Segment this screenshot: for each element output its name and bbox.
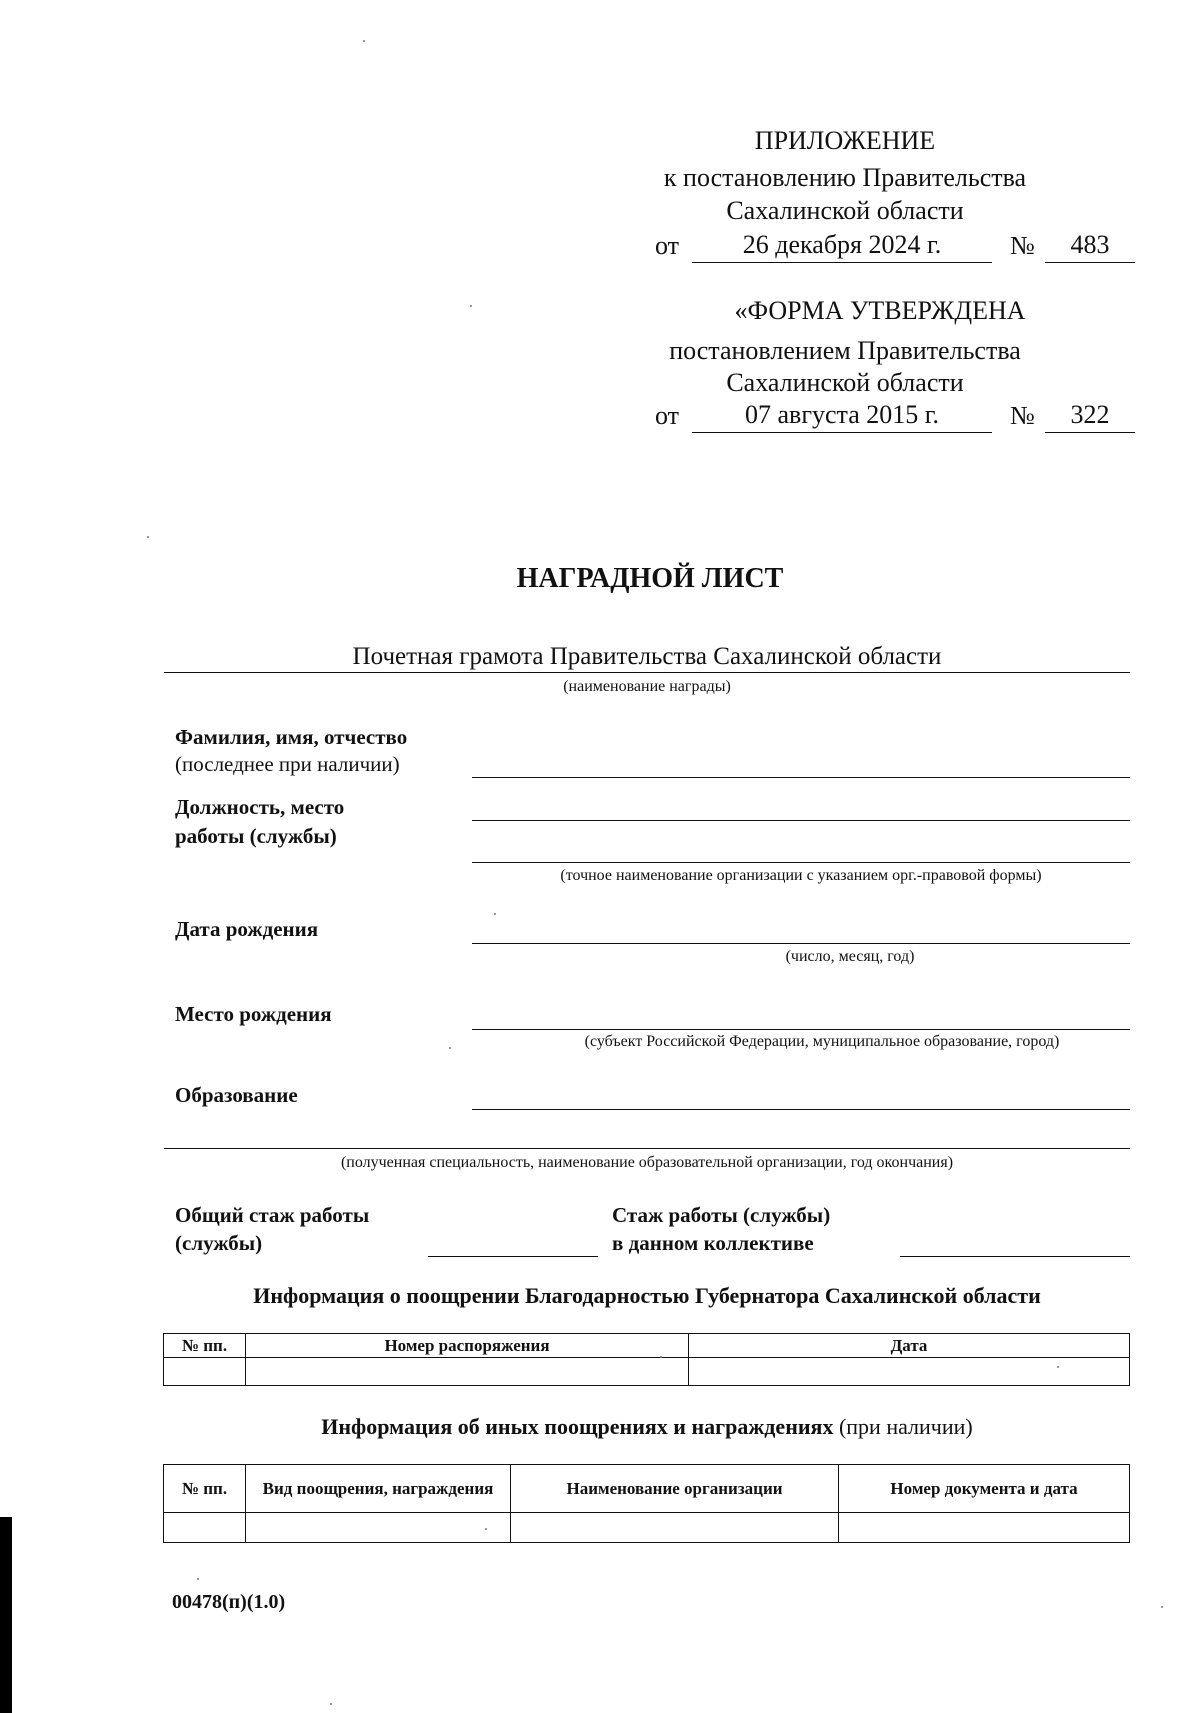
position-input-line-1[interactable] [472, 820, 1130, 821]
scan-speck [660, 1356, 662, 1358]
appendix-date: 26 декабря 2024 г. [742, 230, 942, 259]
table-cell[interactable] [689, 1358, 1130, 1386]
document-code: 00478(п)(1.0) [172, 1591, 286, 1613]
education-input-line-2[interactable] [164, 1148, 1130, 1149]
fio-input-line[interactable] [472, 777, 1130, 778]
gratitude-section-title: Информация о поощрении Благодарностью Губернатора Сахалинской области [253, 1283, 1041, 1308]
form-date-from-label: от [655, 401, 680, 430]
birthplace-hint: (субъект Российской Федерации, муниципальное образование, город) [584, 1033, 1060, 1050]
birthplace-label: Место рождения [175, 1002, 332, 1026]
other-awards-table [163, 1464, 1130, 1543]
other-col-doc-number-date: Номер документа и дата [839, 1465, 1130, 1513]
education-hint: (полученная специальность, наименование образовательной организации, год окончания) [340, 1154, 954, 1171]
form-line-1: постановлением Правительства [669, 336, 1021, 365]
scan-speck [330, 1703, 332, 1705]
table-cell[interactable] [164, 1513, 246, 1543]
other-col-number: № пп. [164, 1465, 246, 1513]
fio-label: Фамилия, имя, отчество [175, 725, 408, 749]
birthplace-input-line[interactable] [472, 1029, 1130, 1030]
appendix-line-1: к постановлению Правительства [663, 163, 1027, 192]
scan-speck [197, 1578, 199, 1580]
appendix-title: ПРИЛОЖЕНИЕ [754, 126, 936, 155]
other-col-award-type: Вид поощрения, награждения [246, 1465, 511, 1513]
gratitude-col-number: № пп. [164, 1334, 246, 1358]
team-experience-label-2: в данном коллективе [612, 1231, 814, 1255]
scan-speck [470, 305, 472, 307]
other-col-organization: Наименование организации [511, 1465, 839, 1513]
scan-speck [449, 1047, 451, 1049]
position-input-line-2[interactable] [472, 862, 1130, 863]
form-number-underline [1045, 432, 1135, 433]
gratitude-table [163, 1333, 1130, 1386]
date-from-label: от [655, 231, 680, 260]
position-label-2: работы (службы) [175, 824, 337, 848]
fio-sublabel: (последнее при наличии) [175, 752, 400, 776]
number-underline [1045, 262, 1135, 263]
other-awards-table-header [164, 1465, 1130, 1513]
form-number-label: № [1010, 401, 1035, 430]
gratitude-col-date: Дата [689, 1334, 1130, 1358]
award-name: Почетная грамота Правительства Сахалинской области [352, 643, 942, 670]
birthdate-label: Дата рождения [175, 917, 319, 941]
award-hint: (наименование награды) [563, 678, 731, 695]
table-cell[interactable] [246, 1358, 689, 1386]
scan-speck [485, 1528, 487, 1530]
form-line-2: Сахалинской области [726, 368, 964, 397]
birthdate-input-line[interactable] [472, 943, 1130, 944]
scan-speck [363, 40, 365, 42]
total-experience-label-2: (службы) [175, 1231, 263, 1255]
team-experience-input-line[interactable] [900, 1256, 1130, 1257]
other-section-title [164, 1414, 1130, 1440]
form-date: 07 августа 2015 г. [745, 400, 939, 429]
total-experience-input-line[interactable] [428, 1256, 598, 1257]
number-label: № [1010, 231, 1035, 260]
other-section-title-note: (при наличии) [838, 1414, 973, 1439]
scan-speck [494, 913, 496, 915]
scan-edge-bar [0, 1517, 12, 1713]
scan-speck [1057, 1366, 1059, 1368]
education-label: Образование [175, 1083, 298, 1107]
position-label-1: Должность, место [175, 795, 345, 819]
form-approved-title: «ФОРМА УТВЕРЖДЕНА [734, 296, 1026, 325]
gratitude-col-order-number: Номер распоряжения [246, 1334, 689, 1358]
gratitude-table-header [164, 1334, 1130, 1358]
table-cell[interactable] [246, 1513, 511, 1543]
birthdate-hint: (число, месяц, год) [785, 948, 915, 965]
appendix-line-2: Сахалинской области [726, 196, 964, 225]
appendix-number: 483 [1070, 230, 1110, 259]
form-date-underline [692, 432, 992, 433]
education-input-line-1[interactable] [472, 1109, 1130, 1110]
other-section-title-bold: Информация об иных поощрениях и награждениях [321, 1414, 834, 1439]
scan-speck [147, 536, 149, 538]
table-cell[interactable] [511, 1513, 839, 1543]
table-cell[interactable] [164, 1358, 246, 1386]
scan-speck [1161, 1606, 1163, 1608]
table-row [164, 1513, 1130, 1543]
table-cell[interactable] [839, 1513, 1130, 1543]
date-underline [692, 262, 992, 263]
form-number: 322 [1070, 400, 1110, 429]
total-experience-label-1: Общий стаж работы [175, 1203, 370, 1227]
award-underline [164, 672, 1130, 673]
position-hint: (точное наименование организации с указанием орг.-правовой формы) [560, 867, 1042, 884]
team-experience-label-1: Стаж работы (службы) [612, 1203, 831, 1227]
page-title: НАГРАДНОЙ ЛИСТ [516, 563, 784, 594]
table-row [164, 1358, 1130, 1386]
